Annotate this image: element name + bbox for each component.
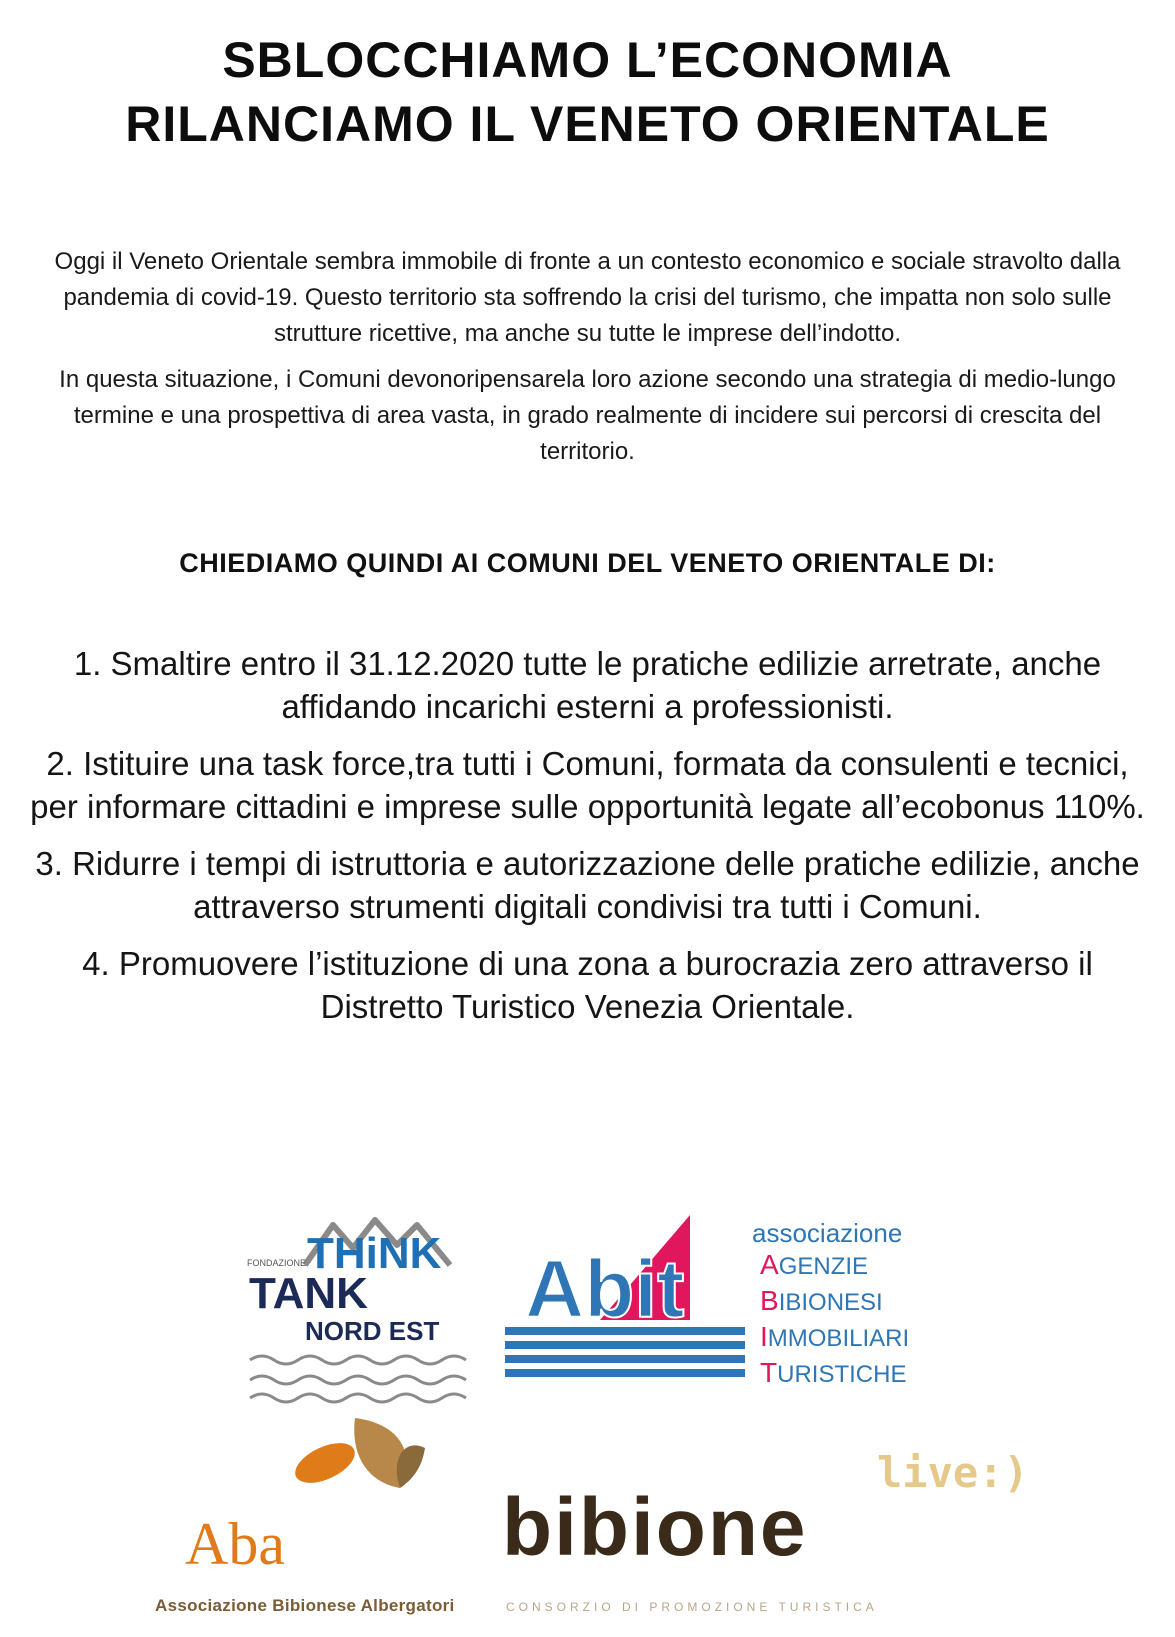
bibione-name: bibione	[502, 1482, 808, 1573]
think-tank-prefix: FONDAZIONE	[247, 1258, 307, 1268]
abit-word-1	[760, 1248, 1002, 1284]
intro-paragraph-1: Oggi il Veneto Orientale sembra immobile di fronte a un contesto economico e sociale stravolto dalla pandemia di covid-19. Questo territorio sta soffrendo la crisi del turismo, che impatta non solo sulle strutture ricettive, ma anche su tutte le imprese dell’indotto.	[54, 248, 1121, 347]
requests-list	[25, 642, 1150, 1042]
think-tank-line-3: NORD EST	[305, 1316, 440, 1346]
mountain-wave-icon	[245, 1210, 475, 1410]
bibione-subtitle: CONSORZIO DI PROMOZIONE TURISTICA	[506, 1600, 878, 1614]
abit-mark-text: Abit	[525, 1244, 685, 1335]
abit-initial-2: B	[760, 1285, 779, 1316]
bibione-live: live:)	[877, 1448, 1029, 1497]
title-line-1: SBLOCCHIAMO L’ECONOMIA	[222, 32, 953, 88]
abit-logo	[505, 1215, 745, 1395]
abit-initial-3: I	[760, 1321, 768, 1352]
title-line-2: RILANCIAMO IL VENETO ORIENTALE	[125, 96, 1050, 152]
think-tank-line-1: THiNK	[307, 1229, 442, 1278]
request-item-4: 4. Promuovere l’istituzione di una zona a burocrazia zero attraverso il Distretto Turistico Venezia Orientale.	[82, 945, 1093, 1025]
abit-word-4	[760, 1356, 1002, 1392]
abit-rest-2: IBIONESI	[778, 1289, 883, 1316]
document-title	[0, 28, 1175, 156]
request-item-3: 3. Ridurre i tempi di istruttoria e autorizzazione delle pratiche edilizie, anche attraverso strumenti digitali condivisi tra tutti i Comuni.	[35, 845, 1140, 925]
abit-rest-1: GENZIE	[778, 1253, 869, 1280]
request-item-1: 1. Smaltire entro il 31.12.2020 tutte le pratiche edilizie arretrate, anche affidando incarichi esterni a professionisti.	[73, 645, 1102, 725]
abit-initial-1: A	[760, 1249, 779, 1280]
intro-section	[40, 244, 1135, 480]
abit-rest-3: MMOBILIARI	[767, 1325, 910, 1352]
request-item-2: 2. Istituire una task force,tra tutti i Comuni, formata da consulenti e tecnici, per informare cittadini e imprese sulle opportunità legate all’ecobonus 110%.	[30, 745, 1145, 825]
abit-rest-4: URISTICHE	[777, 1361, 907, 1388]
abit-word-3	[760, 1320, 1002, 1356]
abit-initial-4: T	[760, 1357, 778, 1388]
aba-name: Aba	[185, 1511, 285, 1577]
aba-subtitle: Associazione Bibionese Albergatori	[155, 1596, 455, 1615]
abit-sail-icon	[505, 1215, 745, 1395]
abit-wordmark	[752, 1218, 1002, 1418]
intro-paragraph-2: In questa situazione, i Comuni devonoripensarela loro azione secondo una strategia di medio-lungo termine e una prospettiva di area vasta, in grado realmente di incidere sui percorsi di crescita del territorio.	[59, 366, 1116, 465]
think-tank-logo	[245, 1210, 475, 1410]
abit-assoc-label: associazione	[752, 1218, 903, 1248]
think-tank-line-2: TANK	[249, 1269, 368, 1318]
aba-heart-icon	[150, 1418, 470, 1518]
requests-heading: CHIEDIAMO QUINDI AI COMUNI DEL VENETO ORIENTALE DI:	[179, 548, 996, 578]
abit-word-2	[760, 1284, 1002, 1320]
